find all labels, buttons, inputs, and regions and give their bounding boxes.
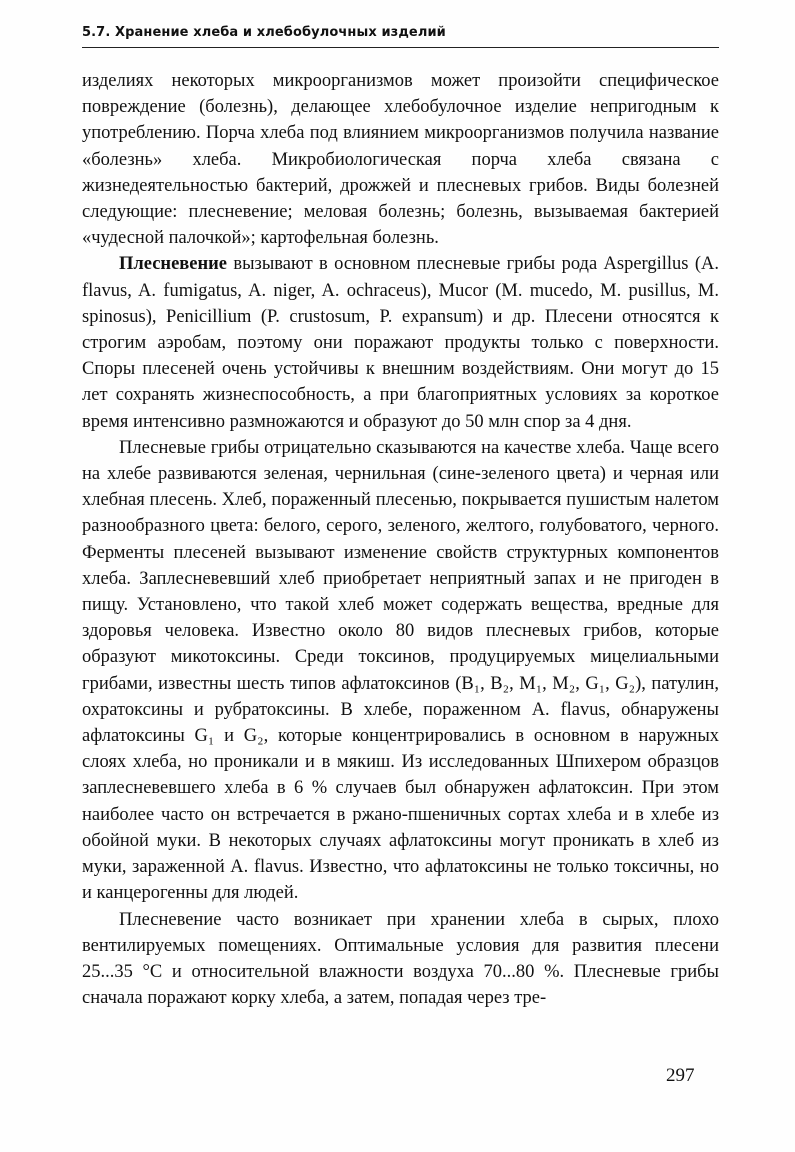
paragraph-3-text: Плесневые грибы отрицательно сказываются на качестве хлеба. Чаще всего на хлебе развиваются зеленая, чернильная (сине-зеленого цвета) и черная или хлебная плесень. Хлеб, пораженный плесенью, покрывается пушистым налетом разнообразного цвета: белого, серого, зеленого, желтого, голубоватого, черного. Ферменты плесеней вызывают изменение свойств структурных компонентов хлеба. Заплесневевший хлеб приобретает неприятный запах и не пригоден в пищу. Установлено, что такой хлеб может содержать вещества, вредные для здоровья человека. Известно около 80 видов плесневых грибов, которые образуют микотоксины. Среди токсинов, продуцируемых мицелиальными грибами, известны шесть типов афлатоксинов (B₁, B₂, M₁, M₂, G₁, G₂), патулин, охратоксины и рубратоксины. В хлебе, пораженном A. flavus, обнаружены афлатоксины G₁ и G₂, которые концентрировались в основном в наружных слоях хлеба, но проникали и в мякиш. Из исследованных Шпихером образцов заплесневевшего хлеба в 6 % случаев был обнаружен афлатоксин. При этом наиболее часто он встречается в ржано-пшеничных сортах хлеба и в хлебе из обойной муки. В некоторых случаях афлатоксины могут проникать в хлеб из муки, зараженной A. flavus. Известно, что афлатоксины не только токсичны, но и канцерогенны для людей. bbox=[82, 437, 719, 904]
header-rule bbox=[82, 47, 719, 48]
paragraph-4-text: Плесневение часто возникает при хранении хлеба в сырых, плохо вентилируемых помещениях. Оптимальные условия для развития плесени 25...35 °C и относительной влажности воздуха 70...80 %. Плесневые грибы сначала поражают корку хлеба, а затем, попадая через тре- bbox=[82, 909, 719, 1009]
running-head: 5.7. Хранение хлеба и хлебобулочных изделий bbox=[82, 25, 446, 40]
paragraph-2-text: вызывают в основном плесневые грибы рода Aspergillus (A. flavus, A. fumigatus, A. niger, A. ochraceus), Mucor (M. mucedo, M. pusillus, M. spinosus), Penicillium (P. crustosum, P. expansum) и др. Плесени относятся к строгим аэробам, поэтому они поражают продукты только с поверхности. Споры плесеней очень устойчивы к внешним воздействиям. Они могут до 15 лет сохранять жизнеспособность, а при благоприятных условиях за короткое время интенсивно размножаются и образуют до 50 млн спор за 4 дня. bbox=[82, 254, 719, 432]
paragraph-1 bbox=[82, 68, 719, 251]
paragraph-4 bbox=[82, 907, 719, 1012]
paragraph-2-lead-term: Плесневение bbox=[119, 254, 228, 275]
page-number: 297 bbox=[666, 1065, 695, 1086]
paragraph-3 bbox=[82, 435, 719, 907]
paragraph-2 bbox=[82, 251, 719, 434]
body-text bbox=[82, 68, 719, 1011]
paragraph-1-text: изделиях некоторых микроорганизмов может произойти специфическое повреждение (болезнь), делающее хлебобулочное изделие непригодным к употреблению. Порча хлеба под влиянием микроорганизмов получила название «болезнь» хлеба. Микробиологическая порча хлеба связана с жизнедеятельностью бактерий, дрожжей и плесневых грибов. Виды болезней следующие: плесневение; меловая болезнь; болезнь, вызываемая бактерией «чудесной палочкой»; картофельная болезнь. bbox=[82, 71, 719, 249]
